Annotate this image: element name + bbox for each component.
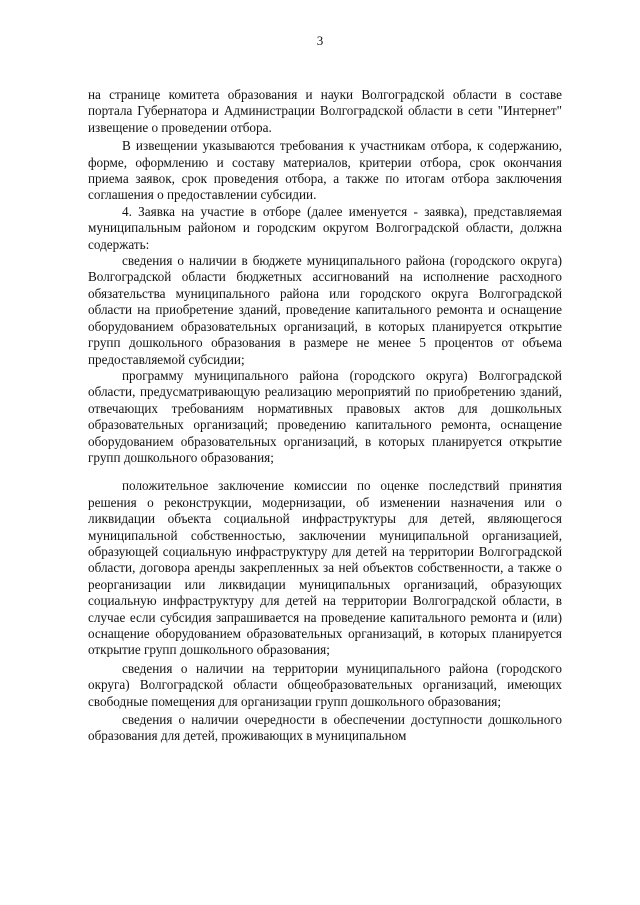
- paragraph-notice-requirements: В извещении указываются требования к участникам отбора, к содержанию, форме, оформлению и составу материалов, критерии отбора, срок окончания приема заявок, срок проведения отбора, а также по итогам отбора заключения соглашения о предоставлении субсидии.: [88, 138, 562, 203]
- paragraph-commission-conclusion: положительное заключение комиссии по оценке последствий принятия решения о реконструкции, модернизации, об изменении назначения или о ликвидации объекта социальной инфраструктуры для детей, являющегося муниципальной собственностью, заключении муниципальной организацией, образующей социальную инфраструктуру для детей на территории Волгоградской области, договора аренды закрепленных за ней объектов собственности, а также о реорганизации или ликвидации муниципальных организаций, образующих социальную инфраструктуру для детей на территории Волгоградской области, в случае если субсидия запрашивается на проведение капитального ремонта и (или) оснащение оборудованием образовательных организаций, в которых планируется открытие групп дошкольного образования;: [88, 478, 562, 658]
- paragraph-budget-information: сведения о наличии в бюджете муниципального района (городского округа) Волгоградской области бюджетных ассигнований на исполнение расходного обязательства муниципального района или городского округа Волгоградской области на приобретение зданий, проведение капитального ремонта и оснащение оборудованием образовательных организаций, в которых планируется открытие групп дошкольного образования в размере не менее 5 процентов от объема предоставляемой субсидии;: [88, 253, 562, 367]
- paragraph-application-contents: 4. Заявка на участие в отборе (далее именуется - заявка), представляемая муниципальным районом и городским округом Волгоградской области, должна содержать:: [88, 203, 562, 252]
- paragraph-queue-information: сведения о наличии очередности в обеспечении доступности дошкольного образования для детей, проживающих в муниципальном: [88, 712, 562, 744]
- document-body: [88, 87, 562, 745]
- page-number: 3: [316, 33, 324, 48]
- paragraph-portal-notice: на странице комитета образования и науки Волгоградской области в составе портала Губернатора и Администрации Волгоградской области в сети "Интернет" извещение о проведении отбора.: [88, 87, 562, 135]
- paragraph-municipal-program: программу муниципального района (городского округа) Волгоградской области, предусматривающую реализацию мероприятий по приобретению зданий, отвечающих требованиям нормативных правовых актов для дошкольных образовательных организаций; проведению капитального ремонта, оснащение оборудованием образовательных организаций, в которых планируется открытие групп дошкольного образования;: [88, 367, 562, 465]
- paragraph-free-premises: сведения о наличии на территории муниципального района (городского округа) Волгоградской области общеобразовательных организаций, имеющих свободные помещения для организации групп дошкольного образования;: [88, 660, 562, 709]
